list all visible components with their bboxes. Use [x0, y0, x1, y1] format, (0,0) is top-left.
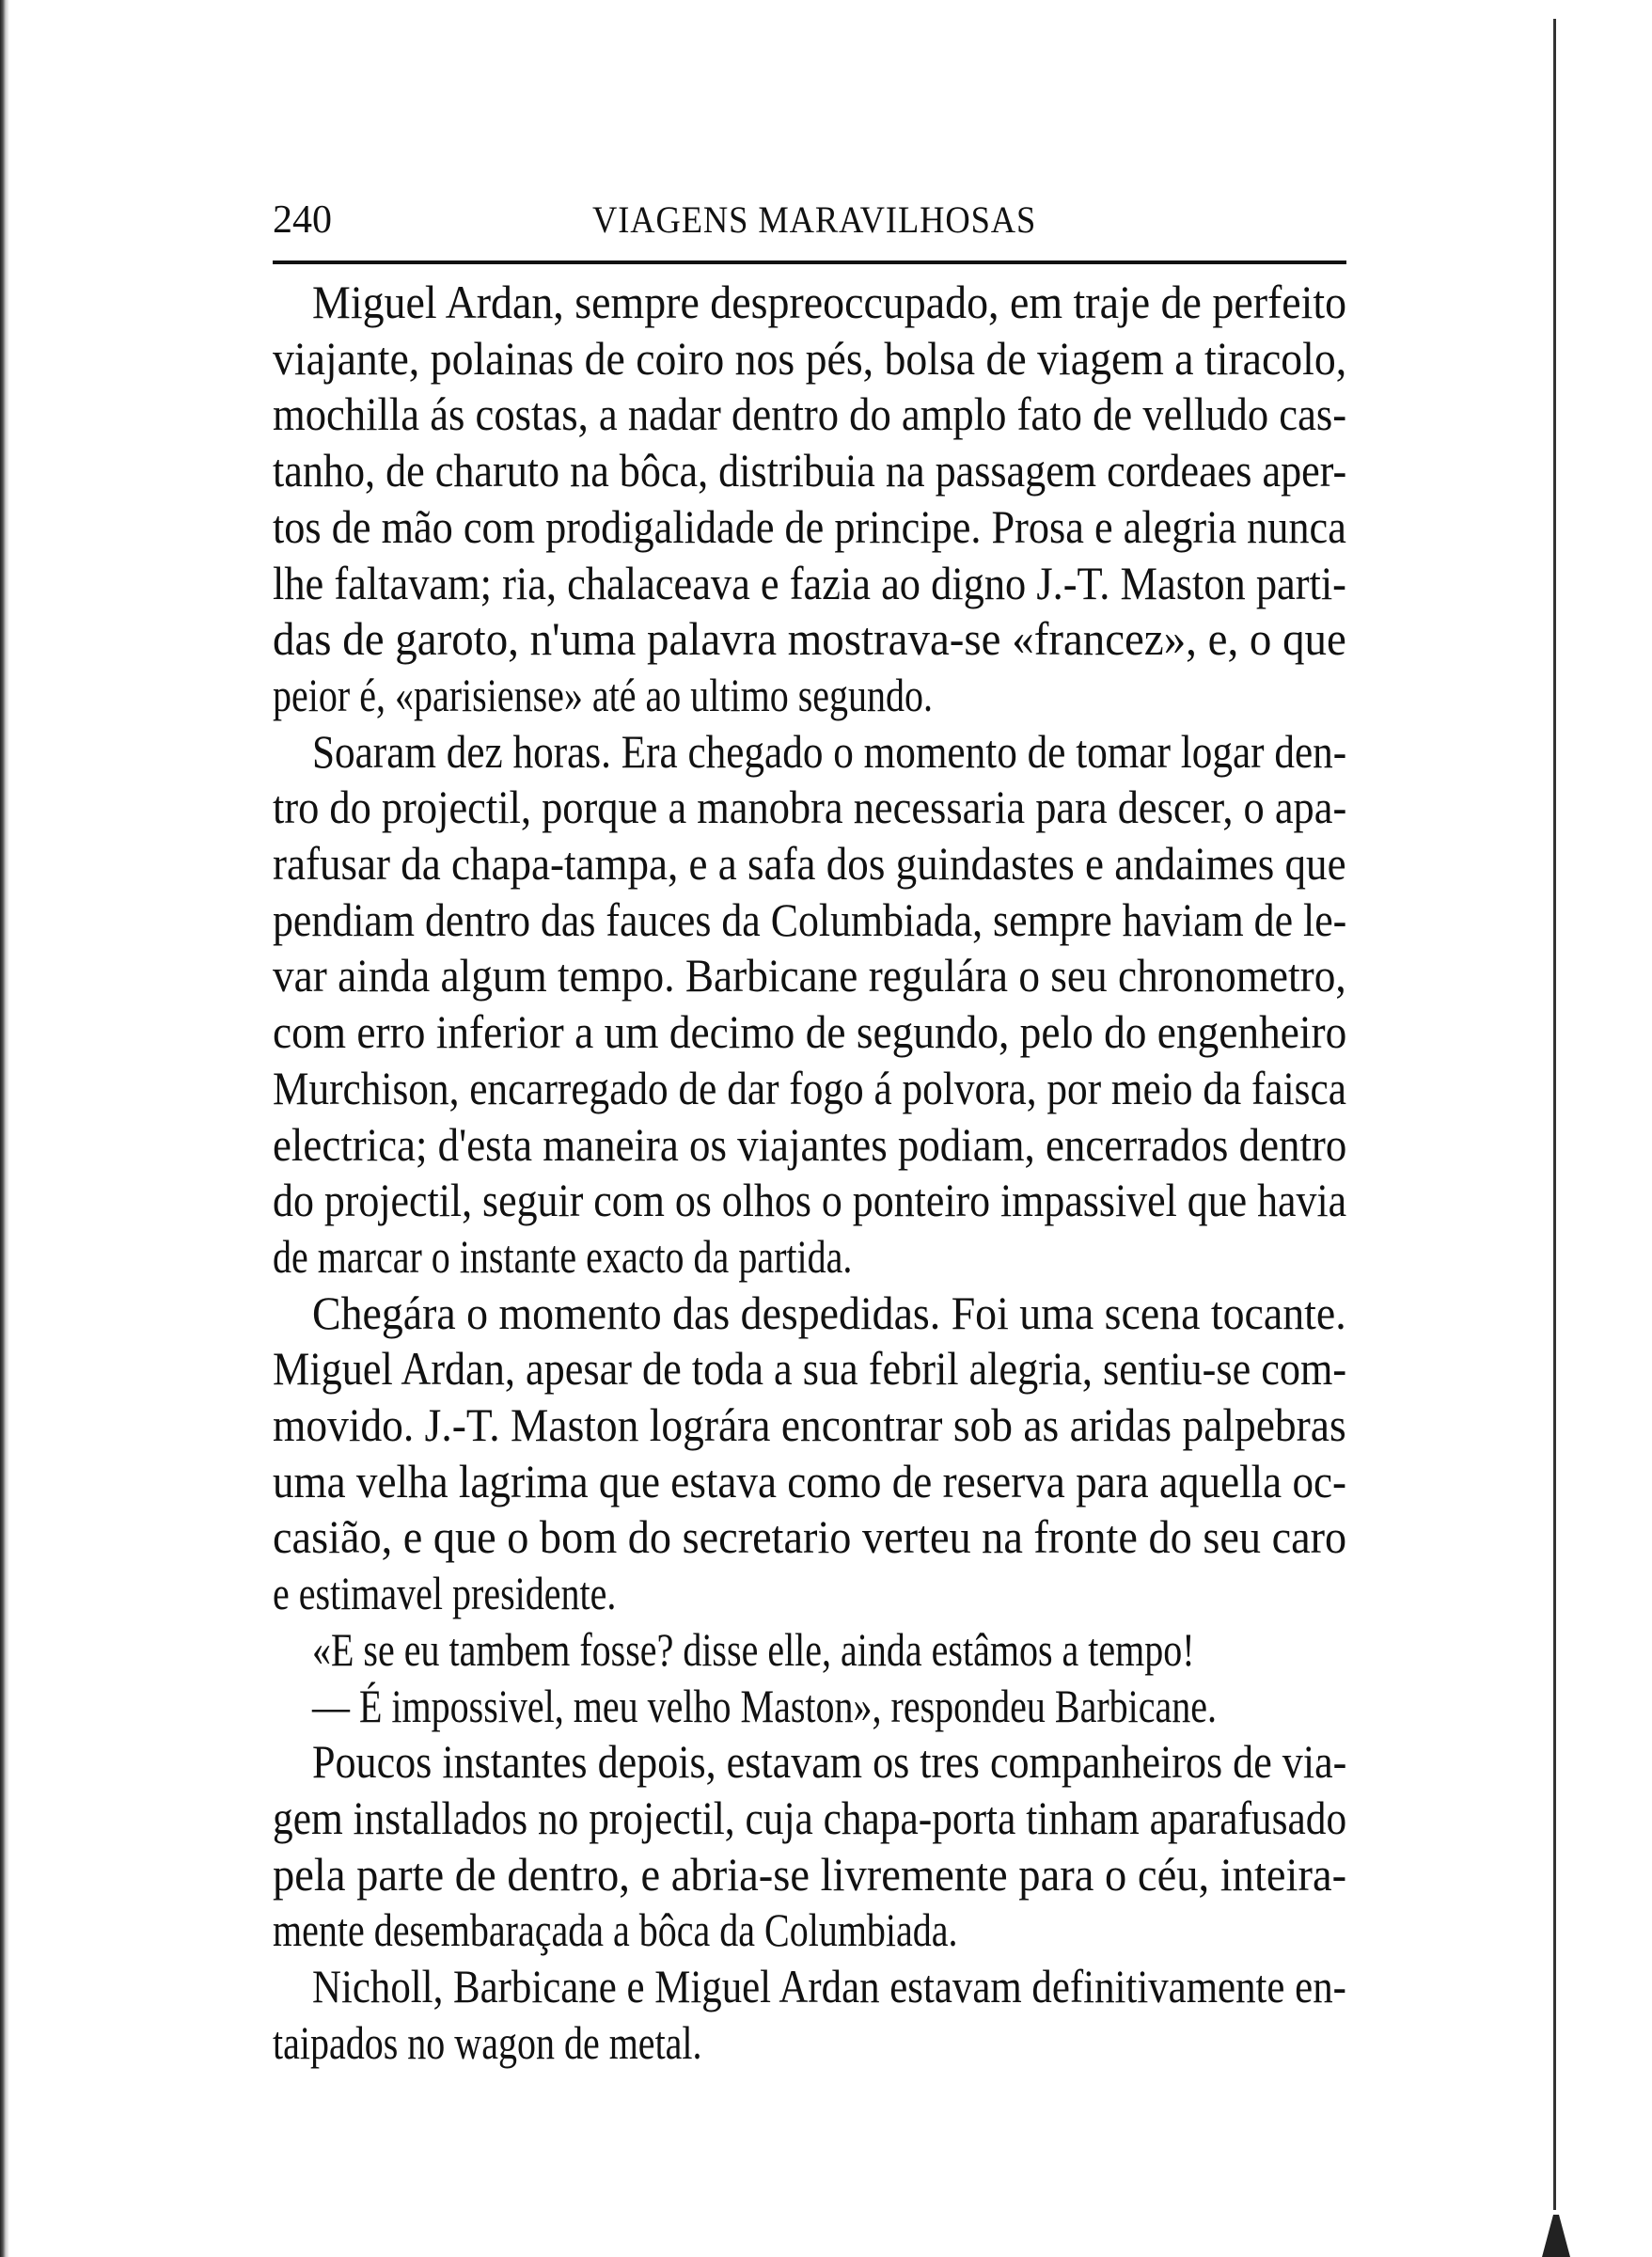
paragraph-line: Murchison, encarregado de dar fogo á polvora, por meio da faisca [273, 1061, 1346, 1114]
paragraph-line: movido. J.-T. Maston lográra encontrar sob as aridas palpebras [273, 1398, 1346, 1451]
paragraph-first-line: Nicholl, Barbicane e Miguel Ardan estavam definitivamente en- [312, 1960, 1346, 2012]
paragraph-first-line: «E se eu tambem fosse? disse elle, ainda estâmos a tempo! [312, 1622, 1195, 1676]
page-right-edge [1553, 19, 1556, 2210]
paragraph-line: lhe faltavam; ria, chalaceava e fazia ao digno J.-T. Maston parti- [273, 556, 1346, 609]
paragraph-line: uma velha lagrima que estava como de reserva para aquella oc- [273, 1454, 1347, 1507]
paragraph-line: taipados no wagon de metal. [273, 2015, 702, 2069]
paragraph-line: Miguel Ardan, apesar de toda a sua febril alegria, sentiu-se com- [273, 1342, 1347, 1396]
paragraph-line: das de garoto, n'uma palavra mostrava-se «francez», e, o que [273, 612, 1346, 666]
paragraph-line: de marcar o instante exacto da partida. [273, 1229, 853, 1283]
paragraph-line: var ainda algum tempo. Barbicane regulára o seu chronometro, [273, 949, 1346, 1002]
paragraph-line: tanho, de charuto na bôca, distribuia na passagem cordeaes aper- [273, 444, 1347, 497]
paragraph-first-line: — É impossivel, meu velho Maston», respondeu Barbicane. [312, 1679, 1218, 1732]
paragraph-line: com erro inferior a um decimo de segundo, pelo do engenheiro [273, 1005, 1347, 1059]
paragraph-line: pela parte de dentro, e abria-se livremente para o céu, inteira- [273, 1847, 1347, 1901]
paragraph-line: electrica; d'esta maneira os viajantes podiam, encerrados dentro [273, 1117, 1347, 1171]
running-title: VIAGENS MARAVILHOSAS [592, 198, 1037, 241]
paragraph-line: viajante, polainas de coiro nos pés, bolsa de viagem a tiracolo, [273, 331, 1347, 385]
paragraph-line: rafusar da chapa-tampa, e a safa dos guindastes e andaimes que [273, 837, 1346, 890]
paragraph-first-line: Miguel Ardan, sempre despreoccupado, em traje de perfeito [312, 276, 1347, 328]
header-rule [273, 260, 1346, 264]
page-binding-edge [0, 0, 9, 2257]
paragraph-line: mochilla ás costas, a nadar dentro do amplo fato de velludo cas- [273, 387, 1347, 441]
paragraph-line: e estimavel presidente. [273, 1567, 617, 1620]
paragraph-line: pendiam dentro das fauces da Columbiada, sempre haviam de le- [273, 892, 1347, 946]
paragraph-line: casião, e que o bom do secretario verteu na fronte do seu caro [273, 1510, 1347, 1564]
paragraph-line: tro do projectil, porque a manobra necessaria para descer, o apa- [273, 781, 1347, 834]
paragraph-line: peior é, «parisiense» até ao ultimo segundo. [273, 668, 934, 721]
paragraph-line: mente desembaraçada a bôca da Columbiada. [273, 1903, 958, 1957]
page-right-edge-foot [1542, 2215, 1570, 2257]
paragraph-line: do projectil, seguir com os olhos o ponteiro impassivel que havia [273, 1174, 1347, 1227]
paragraph-line: tos de mão com prodigalidade de principe. Prosa e alegria nunca [273, 499, 1346, 553]
paragraph-first-line: Soaram dez horas. Era chegado o momento de tomar logar den- [312, 724, 1347, 778]
paragraph-line: gem installados no projectil, cuja chapa-porta tinham aparafusado [273, 1791, 1347, 1844]
page-number: 240 [273, 198, 332, 242]
paragraph-first-line: Chegára o momento das despedidas. Foi uma scena tocante. [312, 1286, 1346, 1339]
paragraph-first-line: Poucos instantes depois, estavam os tres companheiros de via- [312, 1735, 1347, 1789]
